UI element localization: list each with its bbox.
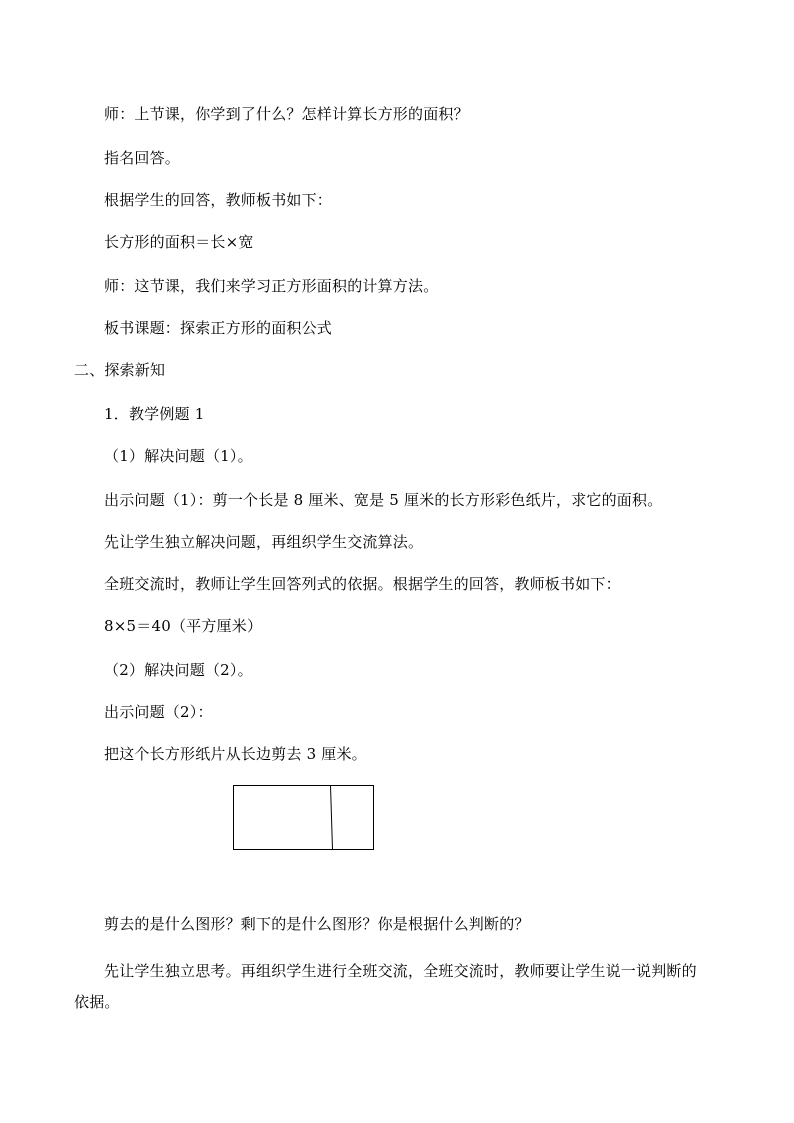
text-line-cut-instruction: 把这个长方形纸片从长边剪去 3 厘米。 [104,745,367,763]
text-line-board-intro: 根据学生的回答，教师板书如下： [104,191,333,209]
text-line-problem-1-heading: （1）解决问题（1）。 [104,447,253,465]
rectangle-cut-figure [233,785,374,850]
text-line-teacher-question: 师：上节课，你学到了什么？怎样计算长方形的面积？ [104,105,469,123]
text-line-problem-1: 出示问题（1）：剪一个长是 8 厘米、宽是 5 厘米的长方形彩色纸片，求它的面积。 [104,491,663,509]
text-line-class-exchange: 全班交流时，教师让学生回答列式的依据。根据学生的回答，教师板书如下： [104,575,621,593]
text-line-problem-2-heading: （2）解决问题（2）。 [104,661,253,679]
subsection-heading: 1．教学例题 1 [104,405,205,423]
text-line-problem-2-label: 出示问题（2）： [104,703,213,721]
text-line-shape-question: 剪去的是什么图形？剩下的是什么图形？你是根据什么判断的？ [104,915,530,933]
text-line-independent-solve: 先让学生独立解决问题，再组织学生交流算法。 [104,533,424,551]
text-line-call-answer: 指名回答。 [104,149,181,167]
text-line-calculation: 8×5＝40（平方厘米） [104,617,263,635]
text-line-rectangle-formula: 长方形的面积＝长×宽 [104,233,254,251]
text-line-lesson-intro: 师：这节课，我们来学习正方形面积的计算方法。 [104,277,439,295]
rectangle-diagram [233,785,374,850]
text-line-lesson-title: 板书课题：探索正方形的面积公式 [104,319,333,337]
final-paragraph-line-1: 先让学生独立思考。再组织学生进行全班交流，全班交流时，教师要让学生说一说判断的 [104,962,697,980]
final-paragraph-line-2: 依据。 [74,993,120,1011]
outer-rectangle [234,786,374,850]
section-heading: 二、探索新知 [74,361,166,379]
final-paragraph [74,956,744,1018]
